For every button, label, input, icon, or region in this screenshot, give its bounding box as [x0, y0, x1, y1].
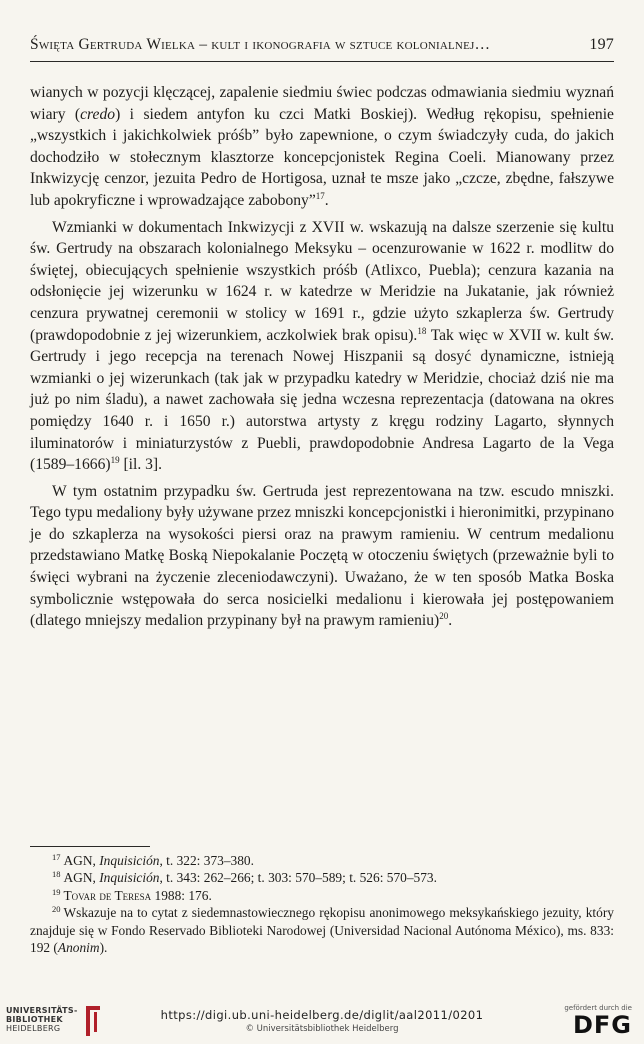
library-line-3: HEIDELBERG — [6, 1024, 61, 1033]
running-title: Święta Gertruda Wielka – kult i ikonografia w sztuce kolonialnej… — [30, 36, 491, 53]
footnote-ref-17[interactable]: 17 — [315, 190, 325, 201]
page-number: 197 — [589, 36, 614, 53]
library-line-1: UNIVERSITÄTS- — [6, 1006, 78, 1015]
footnote-18-italic: Inquisición — [99, 870, 160, 886]
footnote-ref-19[interactable]: 19 — [110, 455, 120, 466]
footnote-20-number: 20 — [52, 904, 61, 915]
footnote-19 — [30, 887, 614, 904]
footnote-ref-20[interactable]: 20 — [439, 611, 449, 622]
footnote-19-author: Tovar de Teresa — [63, 887, 152, 903]
footnote-17-text-b: , t. 322: 373–380. — [159, 853, 254, 868]
funded-by-label: gefördert durch die — [564, 1004, 632, 1012]
dfg-logo[interactable] — [564, 1004, 632, 1038]
footnote-20-text-a: Wskazuje na to cytat z siedemnastowiecznego rękopisu anonimowego meksykańskiego jezuity, który znajduje się w Fondo Reservado Biblioteki Narodowej (Universidad Nacional Autónoma México), ms. 833: 192 ( — [30, 905, 614, 956]
paragraph-2-text-a: Wzmianki w dokumentach Inkwizycji z XVII w. wskazują na dalsze szerzenie się kultu św. Gertrudy na obszarach kolonialnego Meksyku – ocenzurowanie w 1622 r. modlitw do świętej, obiecujących spełnienie wszystkich próśb (Atlixco, Puebla); cenzura kazania na odsłonięcie jej wizerunku w 1624 r. w katedrze w Meridzie na Jukatanie, jak również cenzura prywatnej ceremonii w stolicy w 1691 r., gdzie użyto szkaplerza św. Gertrudy (prawdopodobnie z jej wizerunkiem, aczkolwiek brak opisu). — [30, 218, 614, 344]
footnote-rule — [30, 846, 150, 847]
paragraph-1-text-a: wianych w pozycji klęczącej, zapalenie siedmiu świec podczas odmawiania siedmiu wyznań wiary ( — [30, 84, 614, 123]
paragraph-3-end: . — [448, 612, 453, 630]
footnotes — [30, 852, 614, 956]
running-head — [30, 36, 614, 62]
footnote-19-text: 1988: 176. — [151, 887, 212, 903]
footnote-18-number: 18 — [52, 869, 61, 880]
footnote-20 — [30, 904, 614, 956]
paragraph-3-text: W tym ostatnim przypadku św. Gertruda jest reprezentowana na tzw. escudo mniszki. Tego typu medaliony były używane przez mniszki koncepcjonistki i hieronimitki, przypinano je do szkaplerza na wysokości piersi oraz na prawym ramieniu. W centrum medalionu przedstawiano Matkę Boską Niepokalanie Poczętą w otoczeniu świętych (przeważnie byli to święci wybrani na życzenie zleceniodawczyni). Uważano, że w ten sposób Matka Boska symbolicznie wstępowała do serca nosicielki medalionu i kierowała jej postępowaniem (dlatego mniejszy medalion przypinany był na prawym ramieniu) — [30, 482, 614, 630]
footnote-17-italic: Inquisición — [99, 853, 160, 868]
paragraph-2-text-c: [il. 3]. — [119, 456, 163, 474]
digital-copy-link[interactable]: https://digi.ub.uni-heidelberg.de/diglit/aal2011/0201 — [160, 1008, 484, 1022]
dfg-wordmark: DFG — [572, 1011, 632, 1039]
footnote-19-number: 19 — [52, 886, 61, 897]
paragraph-1 — [30, 82, 614, 212]
paragraph-1-text-b: ) i siedem antyfon ku czci Matki Boskiej). Według rękopisu, spełnienie „wszystkich i jakichkolwiek próśb” było zapewnione, o czym świadczyły cuda, do jakich dochodziło w stołecznym klasztorze koncepcjonistek Regina Coeli. Mianowany przez Inkwizycję cenzor, jezuita Pedro de Hortigosa, uznał te msze jako „czcze, zbędne, fałszywe lub apokryficzne i wprowadzające zabobony” — [30, 105, 614, 209]
footnote-ref-18[interactable]: 18 — [417, 325, 427, 336]
paragraph-2-text-b: Tak więc w XVII w. kult św. Gertrudy i jego recepcja na terenach Nowej Hiszpanii są dosyć dynamiczne, istnieją wzmianki o jej wizerunkach (tak jak w przypadku katedry w Meridzie, chociaż dziś nie ma już po nim śladu), a nawet zachowała się jedna wczesna reprezentacja (datowana na okres pomiędzy 1640 r. i 1650 r.) autorstwa artysty z kręgu rodziny Lagarto, słynnych iluminatorów i miniaturzystów z Puebli, prawdopodobnie Andresa Lagarto de la Vega (1589–1666) — [30, 326, 614, 474]
footnote-17 — [30, 852, 614, 869]
footnote-18-text-a: AGN, — [63, 870, 100, 886]
footer-center — [0, 1008, 644, 1034]
footnote-18-text-b: , t. 343: 262–266; t. 303: 570–589; t. 526: 570–573. — [159, 870, 437, 886]
body-text — [30, 82, 614, 632]
footnote-20-text-b: ). — [99, 940, 108, 956]
page-footer — [0, 1000, 644, 1044]
footnote-20-italic: Anonim — [57, 940, 100, 956]
footnote-17-text-a: AGN, — [63, 853, 100, 868]
paragraph-3 — [30, 481, 614, 632]
footnote-17-number: 17 — [52, 852, 61, 862]
footnote-18 — [30, 869, 614, 886]
paragraph-1-end: . — [324, 191, 329, 209]
paragraph-2 — [30, 217, 614, 476]
paragraph-1-credo: credo — [80, 105, 116, 123]
copyright-notice: © Universitätsbibliothek Heidelberg — [245, 1024, 399, 1034]
library-line-2: BIBLIOTHEK — [6, 1015, 63, 1024]
